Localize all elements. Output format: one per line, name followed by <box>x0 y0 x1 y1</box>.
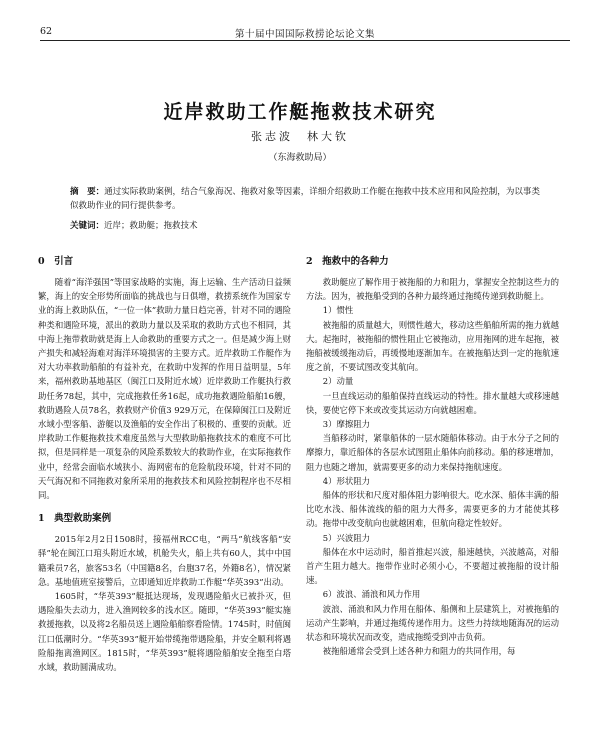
paragraph: 当船移动时，紧靠船体的一层水随船体移动。由于水分子之间的摩擦力，靠近船体的各层水试图阻止船体向前移动。船的移速增加，阻力也随之增加，就需要更多的动力来保持拖航速度。 <box>306 433 559 472</box>
paragraph: 救助艇应了解作用于被拖船的力和阻力，掌握安全控制这些力的方法。因为，被拖船受到的各种力最终通过拖缆传递到救助艇上。 <box>306 277 559 302</box>
section-heading-case: 1 典型救助案例 <box>38 513 112 525</box>
authors: 张志波 林大钦 <box>251 130 349 143</box>
paragraph: 2015年2月2日1508时，接福州RCC电，“两马”航线客船“安驿”轮在闽江口琯头附近水域，机舱失火，船上共有60人，其中中国籍乘员7名，旅客53名（中国籍8名，台胞37名，外籍8名），情况紧急。基地值班室接警后，立即通知近岸救助工作艇“华英393”出动。 <box>38 534 291 587</box>
paragraph: 船体的形状和尺度对船体阻力影响很大。吃水深、船体丰满的船比吃水浅、船体流线的船的阻力大得多，需要更多的力才能使其移动。拖带中改变航向也就越困难，但航向稳定性较好。 <box>306 490 559 529</box>
item-title: 1）惯性 <box>322 305 354 316</box>
section-heading-intro: 0 引言 <box>38 256 74 267</box>
item-title: 5）兴波阻力 <box>322 532 370 543</box>
left-column <box>38 255 291 674</box>
item-title: 4）形状阻力 <box>322 475 370 486</box>
paragraph: 1605时，“华英393”艇抵达现场，发现遇险船火已被扑灭，但遇险船失去动力，进入渔网较多的浅水区。随即，“华英393”艇实施救援拖救，以及将2名船员送上遇险船舶察看险情。1745时，时值闽江口低潮时分。“华英393”艇开始带缆拖带遇险船，并安全顺利将遇险船拖离渔网区。1815时，“华英393”艇将遇险船舶安全拖至白塔水域，救助圆满成功。 <box>38 591 291 673</box>
paragraph: 船体在水中运动时，船首推起兴波，船速越快，兴波越高，对船首产生阻力越大。拖带作业时必须小心，不要超过被拖船的设计船速。 <box>306 546 559 586</box>
paragraph: 一旦直线运动的船舶保持直线运动的特性。排水量越大或移速越快，要使它停下来或改变其运动方向就越困难。 <box>306 390 559 415</box>
affiliation: （东海救助局） <box>268 153 332 163</box>
keywords <box>70 219 540 231</box>
abstract-text: 通过实际救助案例，结合气象海况、拖救对象等因素，详细介绍救助工作艇在拖救中技术应用和风险控制，为以事类似救助作业的同行提供参考。 <box>70 187 540 211</box>
paragraph: 被拖船的质量越大，则惯性越大，移动这些船舶所需的拖力就越大。起拖时，被拖船的惯性阻止它被拖动，应用拖网的进车起拖，被拖船被缓缓拖动后，再缓慢地逐渐加车。在被拖船达到一定的拖航速度之前，不要试图改变其航向。 <box>306 319 559 373</box>
abstract <box>70 185 540 213</box>
paragraph: 随着“海洋强国”等国家战略的实施，海上运输、生产活动日益频繁，海上的安全形势所面临的挑战也与日俱增，救捞系统作为国家专业的海上救助队伍，“一位一体”救助力量日趋完善，针对不同的遇险种类和遇险环境，派出的救助力量以及采取的救助方式也不相同，其中海上拖带救助就是海上人命救助的重要方式之一。但是减少海上财产损失和减轻海难对海洋环境损害的主要方式。近岸救助工作艇作为对大功率救助船舶的有益补充，在救助中发挥的作用日益明显，5年来，福州救助基地基区（闽江口及附近水域）近岸救助工作艇执行救助任务78起，其中，完成拖救任务16起，成功拖救遇险船舶16艘，救助遇险人员78名，救救财产价值3 929万元，在保障闽江口及附近水域小型客船、游艇以及渔船的安全作出了积极的、重要的贡献。近岸救助工作艇拖救技术难度虽然与大型救助船拖救技术的难度不可比拟，但是同样是一项复杂的风险系数较大的救助作业，在实际拖救作业中，经常会面临水域狭小、海网密布的危险航段环境，针对不同的天气海况和不同拖救对象所采用的拖救技术和风险控制程序也不尽相同。 <box>38 277 291 501</box>
keywords-text: 近岸；救助艇；拖救技术 <box>104 221 198 231</box>
running-header <box>40 24 570 41</box>
item-title: 6）波浪、涌浪和风力作用 <box>322 589 421 600</box>
paragraph: 被拖船通常会受到上述各种力和阻力的共同作用，每 <box>322 646 516 657</box>
right-column <box>306 255 559 658</box>
paper-title: 近岸救助工作艇拖救技术研究 <box>163 101 437 123</box>
page-number: 62 <box>40 26 53 37</box>
item-title: 3）摩擦阻力 <box>322 419 370 430</box>
running-title: 第十届中国国际救捞论坛论文集 <box>234 29 375 40</box>
keywords-label: 关键词： <box>70 221 105 231</box>
item-title: 2）动量 <box>322 376 354 387</box>
paragraph: 波浪、涌浪和风力作用在船体、船侧和上层建筑上，对被拖船的运动产生影响，并通过拖缆传递作用力。这些力持续地随海况的运动状态和环境状况而改变，造成拖缆受到冲击负荷。 <box>306 603 559 643</box>
abstract-label: 摘 要： <box>70 187 105 197</box>
section-heading-forces: 2 拖救中的各种力 <box>306 256 389 267</box>
